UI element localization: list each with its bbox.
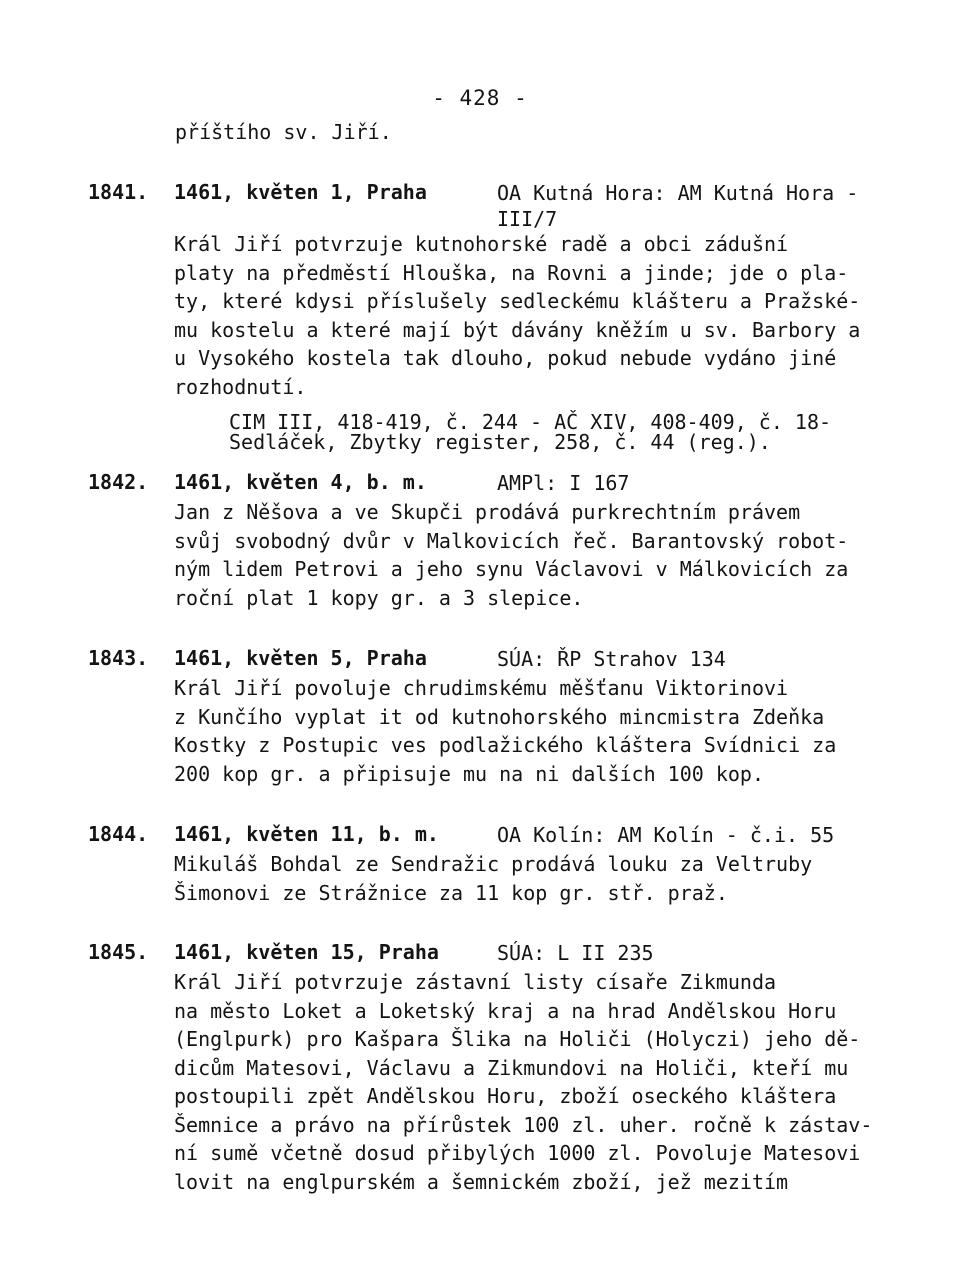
entry-source: SÚA: ŘP Strahov 134 [497,647,726,671]
continuation-text: příštího sv. Jiří. [175,120,392,144]
entry-number: 1844. [88,822,149,846]
entry-source: AMPl: I 167 [497,471,630,495]
entry-text: Král Jiří povoluje chrudimskému měšťanu Viktorinovi z Kunčího vyplat it od kutnohorského mincmistra Zdeňka Kostky z Postupic ves podlažického kláštera Svídnici za 200 kop gr. a připisuje mu na ni dalších 100 kop. [174,676,837,786]
entry-text: Král Jiří potvrzuje zástavní listy císaře Zikmunda na město Loket a Loketský kraj a na hrad Andělskou Horu (Englpurk) pro Kašpara Šlika na Holiči (Holyczi) jeho dě- dicům Matesovi, Václavu a Zikmundovi na Holiči, kteří mu postoupili zpět Andělskou Horu, zboží oseckého kláštera Šemnice a právo na přírůstek 100 zl. uher. ročně k zástav- ní sumě včetně dosud přibylých 1000 zl. Povoluje Matesovi lovit na englpurském a šemnickém zboží, jež mezitím [174,970,873,1194]
entry-number: 1843. [88,646,149,670]
entry-date: 1461, květen 1, Praha [174,180,427,204]
entry-date: 1461, květen 15, Praha [174,940,439,964]
entry-date: 1461, květen 11, b. m. [174,822,439,846]
entry-text: Král Jiří potvrzuje kutnohorské radě a obci zádušní platy na předměstí Hlouška, na Rovni a jinde; jde o pla- ty, které kdysi příslušely sedleckému klášteru a Pražské- mu kostelu a které mají být dávány kněžím u sv. Barbory a u Vysokého kostela tak dlouho, pokud nebude vydáno jiné rozhodnutí. [174,232,861,399]
entry-number: 1842. [88,470,149,494]
entry-source: SÚA: L II 235 [497,941,654,965]
entry-number: 1845. [88,940,149,964]
page-number: - 428 - [432,86,528,110]
entry-source: OA Kolín: AM Kolín - č.i. 55 [497,823,835,847]
entry-text: Mikuláš Bohdal ze Sendražic prodává louku za Veltruby Šimonovi ze Strážnice za 11 kop gr. stř. praž. [174,852,813,905]
entry-text: Jan z Něšova a ve Skupči prodává purkrechtním právem svůj svobodný dvůr v Malkovicích řeč. Barantovský robot- ným lidem Petrovi a jeho synu Václavovi v Málkovicích za roční plat 1 kopy gr. a 3 slepice. [174,500,849,610]
entry-number: 1841. [88,180,149,204]
entry-source: OA Kutná Hora: AM Kutná Hora - III/7 [497,181,859,231]
entry-date: 1461, květen 5, Praha [174,646,427,670]
entry-date: 1461, květen 4, b. m. [174,470,427,494]
entry-literature: CIM III, 418-419, č. 244 - AČ XIV, 408-409, č. 18- Sedláček, Zbytky register, 258, č. 44 (reg.). [229,410,832,454]
